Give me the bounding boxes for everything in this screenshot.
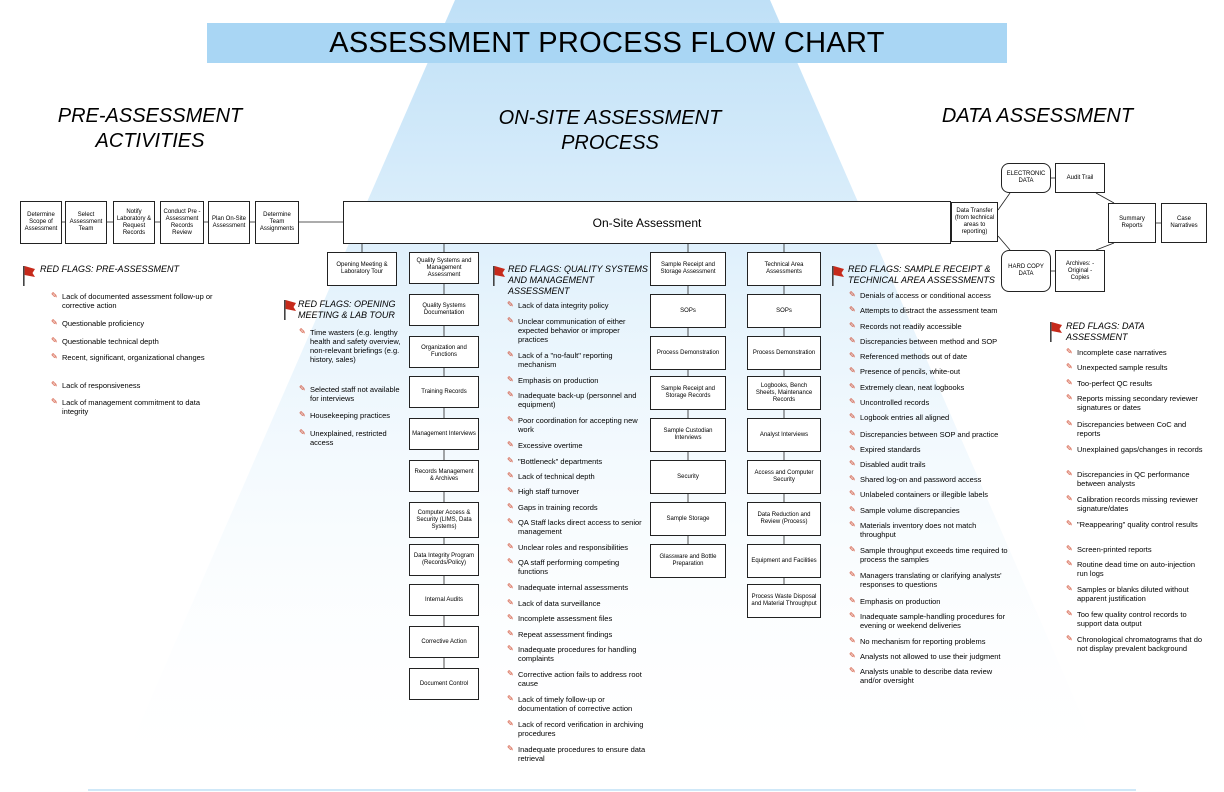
- red-flag-item: ✎ Incomplete assessment files: [507, 614, 650, 623]
- red-flag-item: ✎ Selected staff not available for interviews: [299, 385, 409, 403]
- red-flag-item: ✎ Uncontrolled records: [849, 398, 1009, 407]
- red-flag-item: ✎ No mechanism for reporting problems: [849, 637, 1009, 646]
- sample-box-security-label: Security: [677, 473, 699, 480]
- red-flag-item: ✎ Repeat assessment findings: [507, 630, 650, 639]
- red-flag-item: ✎ Discrepancies between method and SOP: [849, 337, 1009, 346]
- red-flag-item: ✎ Too-perfect QC results: [1066, 379, 1206, 388]
- opening-meeting-box: [327, 252, 397, 286]
- red-flag-item: ✎ Inadequate procedures to ensure data retrieval: [507, 745, 650, 763]
- red-flag-item: ✎ QA staff performing competing functions: [507, 558, 650, 576]
- red-flags-heading-data: RED FLAGS: DATA ASSESSMENT: [1066, 321, 1145, 342]
- red-flag-item: ✎ Discrepancies in QC performance between analysts: [1066, 470, 1206, 488]
- electronic-data-node: [1001, 163, 1051, 193]
- red-flag-item: ✎ Records not readily accessible: [849, 322, 1009, 331]
- tech-box-access-and-computer-security: [747, 460, 821, 494]
- red-flag-item: ✎ Inadequate internal assessments: [507, 583, 650, 592]
- sample-box-sample-custodian-interviews-label: Sample Custodian Interviews: [663, 428, 713, 441]
- pre-step-notify-laboratory-request-records-label: Notify Laboratory & Request Records: [116, 208, 152, 236]
- quality-box-computer-access-security-lims-data-syste-label: Computer Access & Security (LIMS, Data Systems): [416, 509, 472, 530]
- tech-box-process-waste-disposal-and-material-thro-label: Process Waste Disposal and Material Throughput: [751, 594, 817, 607]
- red-flag-item: ✎ Unexplained, restricted access: [299, 429, 409, 447]
- red-flag-item: ✎ Lack of data integrity policy: [507, 301, 650, 310]
- tech-box-analyst-interviews: [747, 418, 821, 452]
- red-flag-item: ✎ QA Staff lacks direct access to senior management: [507, 518, 650, 536]
- hard-copy-data-node-label: HARD COPY DATA: [1008, 264, 1044, 277]
- red-flag-item: ✎ Inadequate sample-handling procedures for evening or weekend deliveries: [849, 612, 1009, 630]
- red-flag-item: ✎ Questionable proficiency: [51, 319, 221, 328]
- red-flags-heading-sample: RED FLAGS: SAMPLE RECEIPT & TECHNICAL AREA ASSESSMENTS: [848, 264, 995, 285]
- pre-step-plan-on-site-assessment: [208, 201, 250, 244]
- sample-box-sample-storage-label: Sample Storage: [666, 515, 710, 522]
- red-flag-item: ✎ Inadequate procedures for handling complaints: [507, 645, 650, 663]
- red-flag-item: ✎ Calibration records missing reviewer signature/dates: [1066, 495, 1206, 513]
- quality-box-internal-audits-label: Internal Audits: [424, 596, 464, 603]
- red-flag-item: ✎ Screen-printed reports: [1066, 545, 1206, 554]
- red-flag-item: ✎ Lack of data surveillance: [507, 599, 650, 608]
- on-site-assessment-box: [343, 201, 951, 244]
- on-site-assessment-box-label: On-Site Assessment: [592, 215, 702, 230]
- red-flag-item: ✎ Disabled audit trails: [849, 460, 1009, 469]
- red-flag-item: ✎ Reports missing secondary reviewer signatures or dates: [1066, 394, 1206, 412]
- red-flag-item: ✎ Managers translating or clarifying analysts' responses to questions: [849, 571, 1009, 589]
- red-flag-item: ✎ Analysts unable to describe data review and/or oversight: [849, 667, 1009, 685]
- sample-box-process-demonstration-label: Process Demonstration: [656, 349, 720, 356]
- red-flag-icon: [1049, 320, 1063, 342]
- quality-box-quality-systems-documentation: [409, 294, 479, 326]
- red-flag-item: ✎ Emphasis on production: [849, 597, 1009, 606]
- red-flag-item: ✎ "Bottleneck" departments: [507, 457, 650, 466]
- quality-box-management-interviews: [409, 418, 479, 450]
- archives-to-summary-line: [1096, 243, 1114, 250]
- tech-box-sops-label: SOPs: [776, 307, 792, 314]
- tech-box-data-reduction-and-review-process-label: Data Reduction and Review (Process): [757, 512, 811, 525]
- tech-box-equipment-and-facilities-label: Equipment and Facilities: [751, 557, 817, 564]
- page-title: ASSESSMENT PROCESS FLOW CHART: [207, 23, 1007, 63]
- quality-box-document-control: [409, 668, 479, 700]
- red-flag-item: ✎ Emphasis on production: [507, 376, 650, 385]
- quality-box-training-records-label: Training Records: [421, 388, 467, 395]
- red-flag-item: ✎ Time wasters (e.g. lengthy health and safety overview, non-relevant briefings (e.g. history, sales): [299, 328, 409, 364]
- pre-step-determine-scope-of-assessment: [20, 201, 62, 244]
- red-flag-item: ✎ Routine dead time on auto-injection run logs: [1066, 560, 1206, 578]
- pre-step-conduct-pre-assessment-records-review: [160, 201, 204, 244]
- red-flag-item: ✎ Sample throughput exceeds time required to process the samples: [849, 546, 1009, 564]
- red-flag-item: ✎ Analysts not allowed to use their judgment: [849, 652, 1009, 661]
- pre-step-determine-team-assignments: [255, 201, 299, 244]
- pre-step-select-assessment-team-label: Select Assessment Team: [69, 212, 103, 232]
- pre-step-conduct-pre-assessment-records-review-label: Conduct Pre -Assessment Records Review: [163, 208, 201, 236]
- quality-box-internal-audits: [409, 584, 479, 616]
- red-flag-item: ✎ Materials inventory does not match throughput: [849, 521, 1009, 539]
- section-heading-on-site: ON-SITE ASSESSMENT PROCESS: [498, 107, 722, 154]
- pre-step-plan-on-site-assessment-label: Plan On-Site Assessment: [211, 215, 247, 229]
- quality-box-management-interviews-label: Management Interviews: [412, 430, 476, 437]
- quality-box-quality-systems-documentation-label: Quality Systems Documentation: [422, 303, 466, 316]
- red-flag-icon: [831, 264, 845, 286]
- tech-box-technical-area-assessments-label: Technical Area Assessments: [764, 262, 804, 275]
- red-flag-item: ✎ Sample volume discrepancies: [849, 506, 1009, 515]
- tech-box-process-demonstration-label: Process Demonstration: [752, 349, 816, 356]
- red-flag-icon: [492, 264, 506, 286]
- red-flag-item: ✎ Presence of pencils, white-out: [849, 367, 1009, 376]
- transfer-to-electronic-line: [998, 193, 1010, 210]
- sample-box-process-demonstration: [650, 336, 726, 370]
- red-flags-heading-quality: RED FLAGS: QUALITY SYSTEMS AND MANAGEMENT ASSESSMENT: [508, 264, 648, 296]
- sample-box-sops-label: SOPs: [680, 307, 696, 314]
- section-heading-data-assessment: DATA ASSESSMENT: [941, 105, 1134, 127]
- red-flag-item: ✎ Lack of documented assessment follow-up or corrective action: [51, 292, 221, 310]
- red-flag-icon: [22, 264, 36, 286]
- data-transfer-node-label: Data Transfer (from technical areas to reporting): [954, 208, 995, 235]
- red-flag-item: ✎ Too few quality control records to support data output: [1066, 610, 1206, 628]
- red-flag-item: ✎ Corrective action fails to address root cause: [507, 670, 650, 688]
- red-flag-item: ✎ Discrepancies between SOP and practice: [849, 430, 1009, 439]
- electronic-data-node-label: ELECTRONIC DATA: [1006, 171, 1046, 184]
- quality-box-corrective-action: [409, 626, 479, 658]
- red-flag-item: ✎ Logbook entries all aligned: [849, 413, 1009, 422]
- quality-box-data-integrity-program-records-policy-label: Data Integrity Program (Records/Policy): [413, 553, 475, 566]
- red-flag-item: ✎ Unlabeled containers or illegible labels: [849, 490, 1009, 499]
- transfer-to-hardcopy-line: [998, 236, 1010, 250]
- red-flag-item: ✎ Lack of technical depth: [507, 472, 650, 481]
- red-flag-item: ✎ Inadequate back-up (personnel and equipment): [507, 391, 650, 409]
- red-flag-item: ✎ Unexpected sample results: [1066, 363, 1206, 372]
- pre-step-determine-team-assignments-label: Determine Team Assignments: [259, 212, 295, 232]
- pre-step-determine-scope-of-assessment-label: Determine Scope of Assessment: [24, 212, 58, 232]
- audit-to-summary-line: [1096, 193, 1114, 203]
- quality-box-computer-access-security-lims-data-syste: [409, 502, 479, 538]
- red-flag-item: ✎ "Reappearing" quality control results: [1066, 520, 1206, 529]
- opening-meeting-box-label: Opening Meeting & Laboratory Tour: [336, 262, 388, 275]
- red-flag-item: ✎ Unclear roles and responsibilities: [507, 543, 650, 552]
- case-narratives-node-label: Case Narratives: [1170, 216, 1198, 229]
- tech-box-access-and-computer-security-label: Access and Computer Security: [754, 470, 814, 483]
- red-flag-item: ✎ Housekeeping practices: [299, 411, 409, 420]
- pre-step-notify-laboratory-request-records: [113, 201, 155, 244]
- red-flag-item: ✎ Unclear communication of either expected behavior or improper practices: [507, 317, 650, 344]
- sample-box-sample-receipt-and-storage-assessment-label: Sample Receipt and Storage Assessment: [660, 262, 716, 275]
- tech-box-logbooks-bench-sheets-maintenance-record-label: Logbooks, Bench Sheets, Maintenance Records: [755, 382, 813, 403]
- quality-box-quality-systems-and-management-assessmen-label: Quality Systems and Management Assessment: [416, 257, 472, 278]
- sample-box-security: [650, 460, 726, 494]
- red-flags-heading-opening: RED FLAGS: OPENING MEETING & LAB TOUR: [298, 299, 396, 320]
- archives-node: [1055, 250, 1105, 292]
- red-flag-item: ✎ Recent, significant, organizational changes: [51, 353, 221, 362]
- red-flag-item: ✎ Unexplained gaps/changes in records: [1066, 445, 1206, 454]
- quality-box-quality-systems-and-management-assessmen: [409, 252, 479, 284]
- red-flag-item: ✎ Chronological chromatograms that do not display prevalent background: [1066, 635, 1206, 653]
- tech-box-technical-area-assessments: [747, 252, 821, 286]
- red-flag-item: ✎ Incomplete case narratives: [1066, 348, 1206, 357]
- tech-box-logbooks-bench-sheets-maintenance-record: [747, 376, 821, 410]
- red-flag-item: ✎ High staff turnover: [507, 487, 650, 496]
- red-flag-icon: [283, 298, 297, 320]
- red-flag-item: ✎ Expired standards: [849, 445, 1009, 454]
- tech-box-equipment-and-facilities: [747, 544, 821, 578]
- tech-box-process-demonstration: [747, 336, 821, 370]
- summary-reports-node: [1108, 203, 1156, 243]
- tech-box-sops: [747, 294, 821, 328]
- case-narratives-node: [1161, 203, 1207, 243]
- red-flag-item: ✎ Shared log-on and password access: [849, 475, 1009, 484]
- tech-box-process-waste-disposal-and-material-thro: [747, 584, 821, 618]
- red-flag-item: ✎ Excessive overtime: [507, 441, 650, 450]
- summary-reports-node-label: Summary Reports: [1119, 216, 1145, 229]
- quality-box-training-records: [409, 376, 479, 408]
- hard-copy-data-node: [1001, 250, 1051, 292]
- quality-box-organization-and-functions-label: Organization and Functions: [421, 345, 467, 358]
- quality-box-organization-and-functions: [409, 336, 479, 368]
- tech-box-data-reduction-and-review-process: [747, 502, 821, 536]
- red-flag-item: ✎ Lack of management commitment to data integrity: [51, 398, 221, 416]
- sample-box-sample-storage: [650, 502, 726, 536]
- red-flag-item: ✎ Lack of responsiveness: [51, 381, 221, 390]
- red-flag-item: ✎ Questionable technical depth: [51, 337, 221, 346]
- red-flag-item: ✎ Lack of timely follow-up or documentation of corrective action: [507, 695, 650, 713]
- audit-trail-node-label: Audit Trail: [1066, 174, 1094, 181]
- sample-box-glassware-and-bottle-preparation: [650, 544, 726, 578]
- quality-box-records-management-archives-label: Records Management & Archives: [414, 469, 474, 482]
- pre-step-select-assessment-team: [65, 201, 107, 244]
- sample-box-sample-custodian-interviews: [650, 418, 726, 452]
- red-flag-item: ✎ Gaps in training records: [507, 503, 650, 512]
- red-flag-item: ✎ Discrepancies between CoC and reports: [1066, 420, 1206, 438]
- quality-box-corrective-action-label: Corrective Action: [421, 638, 467, 645]
- audit-trail-node: [1055, 163, 1105, 193]
- red-flag-item: ✎ Extremely clean, neat logbooks: [849, 383, 1009, 392]
- quality-box-records-management-archives: [409, 460, 479, 492]
- bottom-rule: [88, 789, 1136, 791]
- red-flag-item: ✎ Poor coordination for accepting new work: [507, 416, 650, 434]
- red-flags-heading-pre: RED FLAGS: PRE-ASSESSMENT: [40, 264, 180, 274]
- sample-box-sample-receipt-and-storage-records-label: Sample Receipt and Storage Records: [660, 386, 716, 399]
- sample-box-sops: [650, 294, 726, 328]
- tech-box-analyst-interviews-label: Analyst Interviews: [759, 431, 809, 438]
- red-flag-item: ✎ Referenced methods out of date: [849, 352, 1009, 361]
- quality-box-document-control-label: Document Control: [419, 680, 469, 687]
- section-heading-pre-assessment: PRE-ASSESSMENT ACTIVITIES: [57, 105, 243, 152]
- archives-node-label: Archives: - Original - Copies: [1065, 260, 1095, 281]
- red-flag-item: ✎ Lack of a "no-fault" reporting mechanism: [507, 351, 650, 369]
- red-flag-item: ✎ Samples or blanks diluted without apparent justification: [1066, 585, 1206, 603]
- sample-box-sample-receipt-and-storage-assessment: [650, 252, 726, 286]
- quality-box-data-integrity-program-records-policy: [409, 544, 479, 576]
- data-transfer-node: [951, 202, 998, 242]
- sample-box-glassware-and-bottle-preparation-label: Glassware and Bottle Preparation: [659, 554, 717, 567]
- red-flag-item: ✎ Attempts to distract the assessment team: [849, 306, 1009, 315]
- red-flag-item: ✎ Denials of access or conditional access: [849, 291, 1009, 300]
- sample-box-sample-receipt-and-storage-records: [650, 376, 726, 410]
- red-flag-item: ✎ Lack of record verification in archiving procedures: [507, 720, 650, 738]
